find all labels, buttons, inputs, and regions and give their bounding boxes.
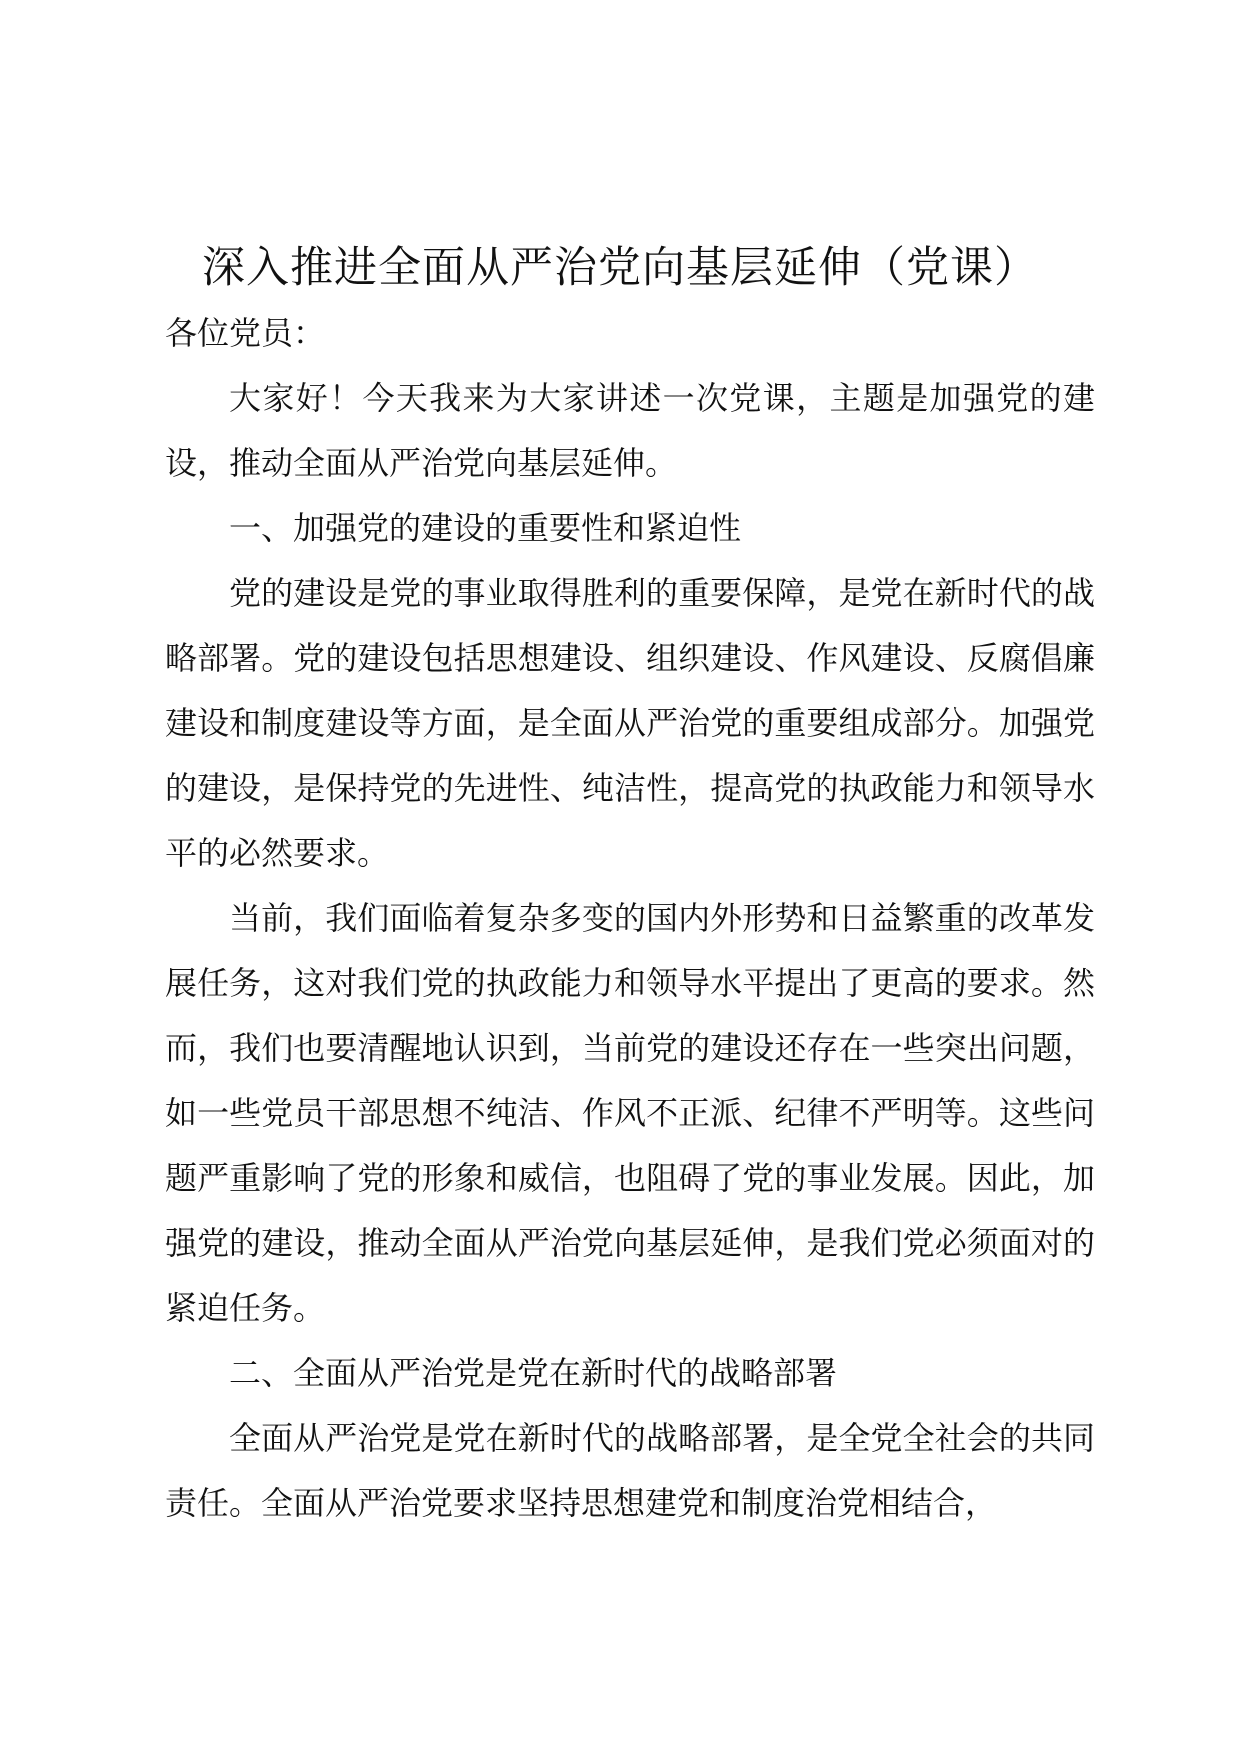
document-title: 深入推进全面从严治党向基层延伸（党课）: [202, 243, 1038, 293]
section-heading-1: 一、加强党的建设的重要性和紧迫性: [229, 509, 742, 547]
salutation: 各位党员：: [165, 314, 326, 352]
paragraph-urgency: 当前，我们面临着复杂多变的国内外形势和日益繁重的改革发展任务，这对我们党的执政能力和领导水平提出了更高的要求。然而，我们也要清醒地认识到，当前党的建设还存在一些突出问题，如一些党员干部思想不纯洁、作风不正派、纪律不严明等。这些问题严重影响了党的形象和威信，也阻碍了党的事业发展。因此，加强党的建设，推动全面从严治党向基层延伸，是我们党必须面对的紧迫任务。: [165, 899, 1095, 1327]
document-body: [165, 301, 1095, 1536]
section-heading-2: 二、全面从严治党是党在新时代的战略部署: [229, 1354, 838, 1392]
paragraph-importance: 党的建设是党的事业取得胜利的重要保障，是党在新时代的战略部署。党的建设包括思想建设、组织建设、作风建设、反腐倡廉建设和制度建设等方面，是全面从严治党的重要组成部分。加强党的建设，是保持党的先进性、纯洁性，提高党的执政能力和领导水平的必然要求。: [165, 574, 1095, 872]
paragraph-intro: 大家好！今天我来为大家讲述一次党课，主题是加强党的建设，推动全面从严治党向基层延伸。: [165, 379, 1095, 482]
paragraph-strategy: 全面从严治党是党在新时代的战略部署，是全党全社会的共同责任。全面从严治党要求坚持思想建党和制度治党相结合，: [165, 1419, 1095, 1522]
